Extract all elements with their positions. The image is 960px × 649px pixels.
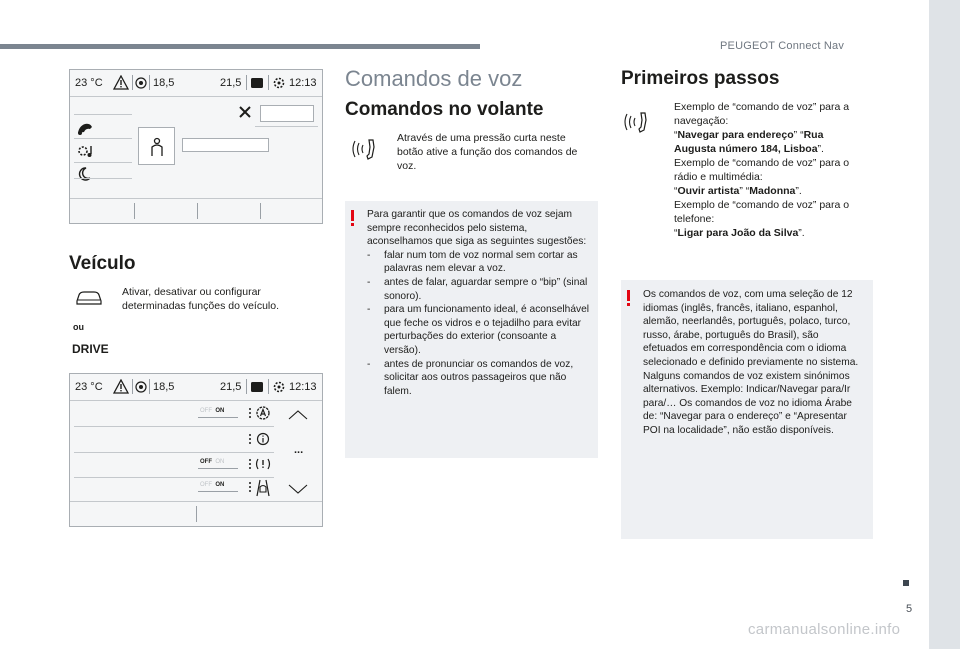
warning-icon (113, 379, 129, 394)
vehicle-profile-icon[interactable] (76, 120, 94, 136)
vehicle-description: Ativar, desativar ou configurar determinadas funções do veículo. (122, 286, 280, 312)
page-marker (903, 580, 909, 586)
auto-lights-icon (255, 405, 271, 421)
chevron-down-icon[interactable] (288, 484, 308, 494)
watermark: carmanualsonline.info (748, 621, 901, 638)
clock: 12:13 (289, 381, 317, 393)
chevron-up-icon[interactable] (288, 410, 308, 420)
night-mode-icon[interactable] (76, 166, 92, 182)
page-side-strip (929, 0, 960, 649)
toggle-row-4[interactable]: OFF ON (200, 482, 225, 488)
steering-title: Comandos no volante (345, 99, 544, 120)
gps-icon (134, 76, 148, 90)
voice-title: Comandos de voz (345, 66, 523, 91)
close-icon[interactable] (239, 106, 251, 118)
selected-tile[interactable] (138, 127, 175, 165)
settings-icon (271, 379, 287, 395)
vehicle-screen-mockup (69, 69, 323, 224)
status-row (70, 374, 322, 400)
toggle-row-1[interactable]: OFF ON (200, 408, 225, 414)
field-top (260, 105, 314, 122)
warning-icon (113, 75, 129, 90)
voice-tip-3: - para um funcionamento ideal, é aconselhável que feche os vidros e o tejadilho para evitar perturbações do exterior (consoante a versão). (367, 303, 591, 357)
example-nav-command: “Navegar para endereço” “Rua Augusta número 184, Lisboa”. (674, 129, 824, 155)
voice-tip-1: - falar num tom de voz normal sem cortar as palavras nem elevar a voz. (367, 249, 591, 276)
gps-icon (134, 380, 148, 394)
lane-assist-icon (256, 479, 270, 497)
status-row (70, 70, 322, 96)
first-steps-title: Primeiros passos (621, 68, 780, 89)
first-steps-examples (674, 100, 864, 240)
phone-icon (250, 76, 265, 90)
voice-tips-note (345, 201, 598, 458)
value-right: 21,5 (220, 381, 242, 393)
header-title: PEUGEOT Connect Nav (720, 40, 845, 52)
info-icon (256, 432, 270, 446)
steering-text: Através de uma pressão curta neste botão ative a função dos comandos de voz. (397, 132, 578, 172)
car-icon (74, 289, 104, 307)
voice-tips-text (367, 208, 591, 398)
voice-tip-4: - antes de pronunciar os comandos de voz, solicitar aos outros passageiros que não falem. (367, 358, 591, 399)
page-number: 5 (906, 603, 913, 615)
languages-note (621, 280, 873, 539)
seat-user-icon (149, 137, 165, 157)
settings-icon (271, 75, 287, 91)
voice-tip-2: - antes de falar, aguardar sempre o “bip” (sinal sonoro). (367, 276, 591, 303)
drive-label: DRIVE (72, 342, 109, 356)
example-phone-intro: Exemplo de “comando de voz” para o telefone: (674, 199, 850, 225)
toggle-row-3[interactable]: OFF ON (200, 459, 225, 465)
example-phone-command: “Ligar para João da Silva”. (674, 227, 805, 239)
more-dots-icon[interactable] (248, 481, 252, 493)
voice-command-icon (624, 110, 654, 134)
example-media-intro: Exemplo de “comando de voz” para o rádio e multimédia: (674, 157, 850, 183)
temp-readout: 23 °C (75, 381, 103, 393)
field-middle (182, 138, 269, 152)
value-right: 21,5 (220, 77, 242, 89)
voice-tips-intro: Para garantir que os comandos de voz sejam sempre reconhecidos pelo sistema, aconselhamos que siga as seguintes sugestões: (367, 209, 587, 248)
voice-command-icon (352, 137, 382, 161)
temp-readout: 23 °C (75, 77, 103, 89)
languages-text: Os comandos de voz, com uma seleção de 12 idiomas (inglês, francês, italiano, espanhol, alemão, neerlandês, português, polaco, turco, russo, árabe, português do Brasil), são efetuados em correspondência com o idioma selecionado e definido previamente no sistema. Nalguns comandos de voz existem sinónimos alternativos. Exemplo: Indicar/Navegar para/Ir para/… Os comandos de voz no idioma Árabe de: “Navegar para o endereço” e “Apresentar POI na localidade”, não estão disponíveis. (643, 289, 859, 436)
more-dots-icon[interactable] (248, 458, 252, 470)
header-rule (0, 44, 480, 49)
vehicle-toggles-screen-mockup (69, 373, 323, 527)
more-dots-icon[interactable] (248, 407, 252, 419)
example-media-command: “Ouvir artista” “Madonna”. (674, 185, 802, 197)
alert-circle-icon (255, 457, 271, 471)
value-left: 18,5 (153, 381, 175, 393)
or-label: ou (73, 322, 84, 332)
settings-music-icon[interactable] (76, 143, 96, 159)
phone-icon (250, 380, 265, 394)
example-nav-intro: Exemplo de “comando de voz” para a navegação: (674, 101, 850, 127)
more-dots-icon[interactable] (248, 433, 252, 445)
value-left: 18,5 (153, 77, 175, 89)
vehicle-title: Veículo (69, 253, 136, 274)
ellipsis-label: ... (294, 444, 304, 456)
clock: 12:13 (289, 77, 317, 89)
